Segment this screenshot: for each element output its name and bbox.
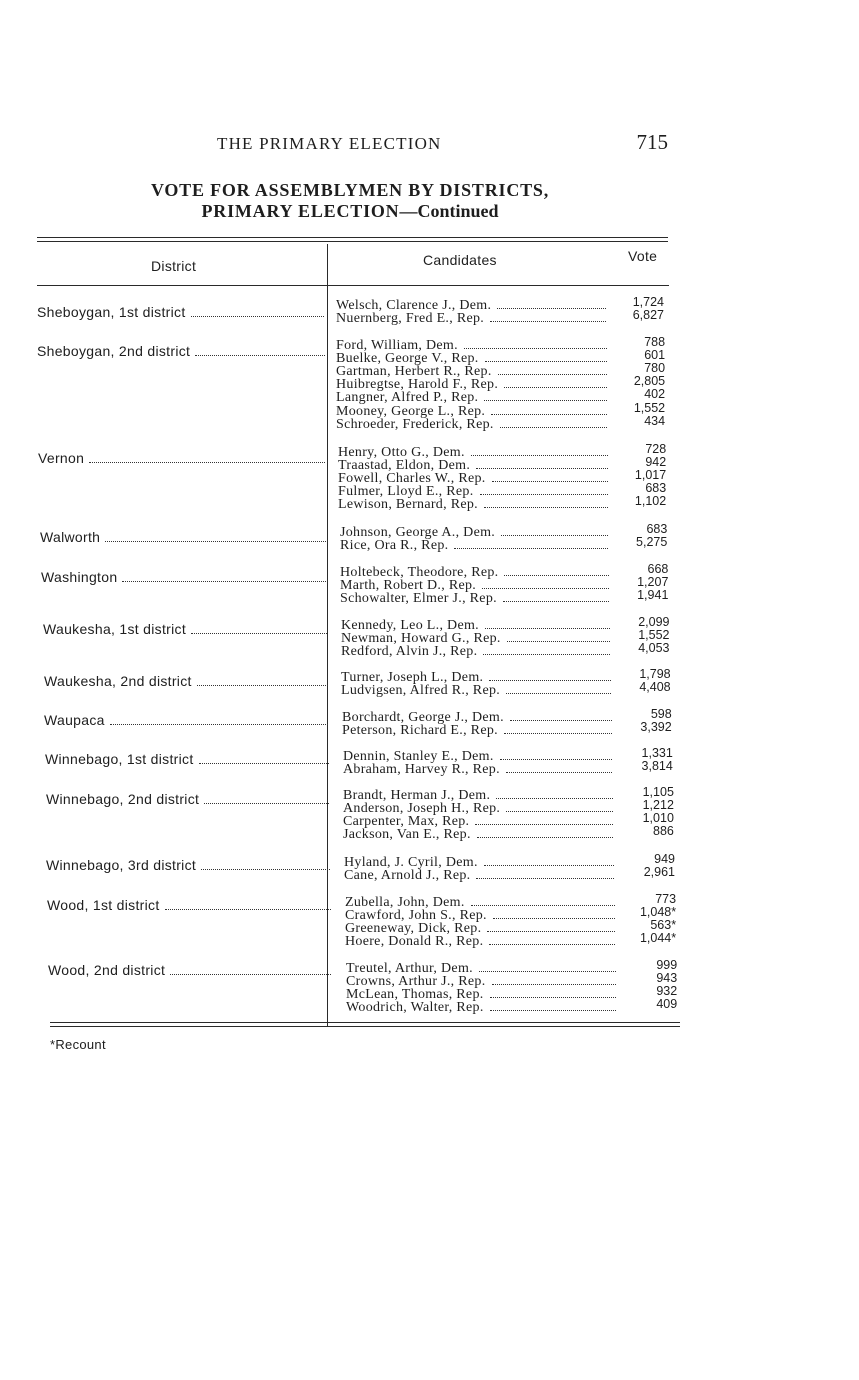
top-rule-2 [37, 241, 668, 242]
dot-leader [500, 427, 607, 428]
candidate-name: Abraham, Harvey R., Rep. [343, 762, 500, 778]
vote-count: 2,099 [638, 615, 670, 629]
candidate-name: McLean, Thomas, Rep. [346, 987, 484, 1003]
vote-count: 434 [644, 413, 666, 428]
vote-count: 1,017 [634, 468, 667, 483]
vote-count: 409 [656, 997, 678, 1012]
page-number: 715 [636, 130, 668, 154]
table-title [100, 180, 600, 222]
dot-leader [510, 720, 612, 721]
vote-count: 999 [656, 958, 678, 972]
district-cell [48, 962, 331, 978]
dot-leader [498, 374, 607, 375]
dot-leader [496, 798, 613, 799]
dot-leader [490, 997, 616, 998]
district-name: Wood, 1st district [47, 897, 160, 913]
district-cell [44, 673, 328, 689]
candidate-name: Treutel, Arthur, Dem. [346, 961, 473, 976]
candidate-name: Borchardt, George J., Dem. [342, 710, 504, 725]
vote-count: 2,805 [633, 374, 666, 389]
dot-leader [491, 414, 607, 415]
candidate-name: Carpenter, Max, Rep. [343, 814, 470, 830]
candidate-name: Holtebeck, Theodore, Rep. [340, 565, 499, 580]
dot-leader [485, 361, 607, 362]
candidate-row [340, 539, 608, 553]
dot-leader [504, 575, 609, 576]
candidate-name: Lewison, Bernard, Rep. [338, 497, 478, 513]
district-name: Walworth [40, 529, 101, 545]
candidate-name: Gartman, Herbert R., Rep. [336, 364, 492, 380]
district-cell [37, 343, 325, 359]
candidate-name: Woodrich, Walter, Rep. [346, 1000, 484, 1016]
header-candidates: Candidates [423, 252, 497, 268]
vote-count: 3,392 [640, 720, 672, 735]
vote-count: 668 [647, 562, 669, 576]
dot-leader [191, 316, 324, 317]
dot-leader [490, 321, 606, 322]
vote-count: 1,941 [637, 588, 669, 603]
candidate-name: Schowalter, Elmer J., Rep. [340, 591, 497, 607]
vote-count: 728 [645, 442, 667, 456]
dot-leader [493, 918, 615, 919]
dot-leader [89, 462, 325, 463]
dot-leader [484, 400, 606, 401]
dot-leader [489, 680, 610, 681]
vote-count: 4,408 [639, 680, 671, 695]
vote-count: 5,275 [636, 535, 668, 550]
candidate-name: Anderson, Joseph H., Rep. [343, 801, 501, 817]
vote-count: 601 [644, 348, 666, 363]
candidate-name: Jackson, Van E., Rep. [343, 827, 471, 843]
vote-count: 683 [645, 481, 667, 496]
candidate-row [344, 869, 614, 883]
candidate-row [336, 312, 606, 326]
district-cell [47, 897, 331, 913]
vote-count: 932 [656, 984, 678, 999]
running-head [36, 130, 668, 158]
dot-leader [504, 387, 607, 388]
vote-count: 563* [650, 918, 677, 933]
dot-leader [484, 507, 608, 508]
dot-leader [477, 837, 613, 838]
dot-leader [471, 905, 615, 906]
candidate-name: Fulmer, Lloyd E., Rep. [338, 484, 474, 500]
vote-count: 402 [644, 387, 666, 402]
bottom-rule-2 [50, 1026, 680, 1027]
dot-leader [492, 984, 616, 985]
candidate-name: Redford, Alvin J., Rep. [341, 644, 478, 660]
candidate-name: Fowell, Charles W., Rep. [338, 471, 486, 487]
candidate-name: Peterson, Richard E., Rep. [342, 723, 498, 739]
district-cell [45, 751, 329, 767]
vote-count: 3,814 [641, 759, 673, 774]
candidate-name: Hoere, Donald R., Rep. [345, 934, 484, 950]
district-name: Winnebago, 3rd district [46, 857, 197, 873]
candidate-name: Kennedy, Leo L., Dem. [341, 618, 479, 633]
candidate-name: Cane, Arnold J., Rep. [344, 868, 471, 884]
candidate-row [343, 763, 612, 777]
dot-leader [492, 481, 608, 482]
candidate-name: Langner, Alfred P., Rep. [336, 390, 479, 406]
candidate-name: Schroeder, Frederick, Rep. [336, 416, 494, 432]
dot-leader [479, 971, 616, 972]
candidate-name: Mooney, George L., Rep. [336, 403, 486, 419]
vote-count: 1,207 [637, 575, 669, 590]
dot-leader [506, 811, 613, 812]
dot-leader [497, 308, 606, 309]
table-title-main: PRIMARY ELECTION [201, 201, 400, 221]
candidate-name: Johnson, George A., Dem. [340, 525, 496, 540]
dot-leader [500, 759, 613, 760]
candidate-name: Huibregtse, Harold F., Rep. [336, 377, 499, 393]
candidate-row [341, 645, 610, 659]
district-name: Vernon [38, 450, 85, 466]
dot-leader [110, 724, 328, 725]
vote-count: 598 [650, 707, 672, 721]
district-cell [43, 621, 327, 637]
header-district: District [151, 258, 197, 274]
dot-leader [105, 541, 326, 542]
district-cell [37, 304, 324, 320]
candidate-name: Henry, Otto G., Dem. [338, 445, 465, 460]
vote-count: 1,102 [634, 494, 667, 509]
dot-leader [471, 455, 608, 456]
dot-leader [506, 693, 611, 694]
vote-count: 1,048* [639, 905, 677, 920]
bottom-rule-1 [50, 1022, 680, 1023]
candidate-name: Rice, Ora R., Rep. [340, 538, 449, 554]
district-cell [38, 450, 325, 466]
vote-count: 773 [655, 892, 677, 906]
vote-count: 886 [653, 824, 674, 839]
vote-count: 1,212 [642, 798, 674, 813]
district-name: Washington [41, 569, 118, 585]
dot-leader [484, 865, 614, 866]
district-name: Winnebago, 1st district [45, 751, 194, 767]
dot-leader [197, 685, 328, 686]
district-cell [41, 569, 326, 585]
dot-leader [501, 535, 608, 536]
dot-leader [191, 633, 327, 634]
candidate-row [345, 935, 615, 949]
dot-leader [503, 601, 609, 602]
candidate-name: Crowns, Arthur J., Rep. [346, 974, 486, 990]
candidate-row [342, 724, 612, 738]
district-cell [46, 857, 330, 873]
dot-leader [483, 654, 610, 655]
candidate-name: Hyland, J. Cyril, Dem. [344, 855, 478, 870]
dot-leader [464, 348, 607, 349]
vote-count: 6,827 [632, 308, 664, 323]
district-cell [46, 791, 329, 807]
dot-leader [475, 824, 613, 825]
candidate-name: Ford, William, Dem. [336, 338, 458, 353]
candidate-row [341, 684, 611, 698]
district-name: Waupaca [44, 712, 105, 728]
header-rule [37, 285, 669, 286]
district-name: Waukesha, 2nd district [44, 673, 192, 689]
candidate-name: Welsch, Clarence J., Dem. [336, 298, 492, 313]
vote-count: 2,961 [643, 865, 675, 880]
vote-count: 1,105 [642, 785, 674, 799]
candidate-name: Brandt, Herman J., Dem. [343, 788, 491, 803]
dot-leader [482, 588, 609, 589]
candidate-name: Greeneway, Dick, Rep. [345, 921, 482, 937]
district-name: Wood, 2nd district [48, 962, 166, 978]
candidate-name: Dennin, Stanley E., Dem. [343, 749, 494, 764]
dot-leader [204, 803, 329, 804]
candidate-name: Buelke, George V., Rep. [336, 351, 479, 367]
candidate-name: Crawford, John S., Rep. [345, 908, 487, 924]
dot-leader [490, 1010, 616, 1011]
dot-leader [485, 628, 610, 629]
dot-leader [476, 468, 607, 469]
candidate-name: Turner, Joseph L., Dem. [341, 670, 484, 685]
vote-count: 1,331 [641, 746, 673, 760]
vote-count: 1,724 [632, 295, 664, 309]
candidate-name: Zubella, John, Dem. [345, 895, 465, 910]
vote-count: 949 [654, 852, 675, 866]
dot-leader [506, 772, 613, 773]
vote-count: 683 [646, 522, 668, 536]
candidate-row [338, 498, 608, 512]
dot-leader [487, 931, 614, 932]
candidate-name: Ludvigsen, Alfred R., Rep. [341, 683, 501, 699]
running-title: THE PRIMARY ELECTION [217, 134, 442, 153]
table-title-line-2 [100, 201, 600, 222]
vote-count: 943 [656, 971, 678, 986]
dot-leader [504, 733, 612, 734]
vote-count: 1,552 [638, 628, 670, 643]
top-rule-1 [37, 237, 668, 238]
table-title-continued: —Continued [399, 201, 499, 221]
vote-count: 1,044* [639, 931, 677, 946]
vote-count: 4,053 [638, 641, 670, 656]
dot-leader [201, 869, 330, 870]
district-name: Winnebago, 2nd district [46, 791, 200, 807]
district-name: Sheboygan, 1st district [37, 304, 186, 320]
dot-leader [165, 909, 331, 910]
dot-leader [170, 974, 331, 975]
candidate-row [343, 828, 613, 842]
candidate-name: Newman, Howard G., Rep. [341, 631, 501, 647]
header-vote: Vote [628, 248, 658, 264]
district-cell [40, 529, 326, 545]
vote-count: 1,010 [642, 811, 674, 826]
vote-count: 788 [644, 335, 666, 349]
district-cell [44, 712, 328, 728]
dot-leader [195, 355, 324, 356]
vote-count: 780 [644, 361, 666, 376]
vote-count: 1,552 [633, 400, 666, 415]
district-name: Waukesha, 1st district [43, 621, 187, 637]
dot-leader [476, 878, 614, 879]
dot-leader [122, 581, 326, 582]
candidate-name: Marth, Robert D., Rep. [340, 578, 477, 594]
candidate-name: Traastad, Eldon, Dem. [338, 458, 471, 474]
candidate-row [340, 592, 609, 606]
candidate-name: Nuernberg, Fred E., Rep. [336, 311, 485, 327]
dot-leader [480, 494, 608, 495]
dot-leader [489, 944, 614, 945]
dot-leader [454, 548, 608, 549]
vote-count: 942 [645, 455, 667, 470]
dot-leader [199, 763, 329, 764]
candidate-row [346, 1001, 616, 1015]
vote-count: 1,798 [639, 667, 671, 681]
table-title-line-1: VOTE FOR ASSEMBLYMEN BY DISTRICTS, [150, 180, 550, 200]
candidate-row [336, 418, 607, 432]
district-name: Sheboygan, 2nd district [37, 343, 191, 359]
dot-leader [507, 641, 610, 642]
footnote: *Recount [50, 1037, 106, 1052]
